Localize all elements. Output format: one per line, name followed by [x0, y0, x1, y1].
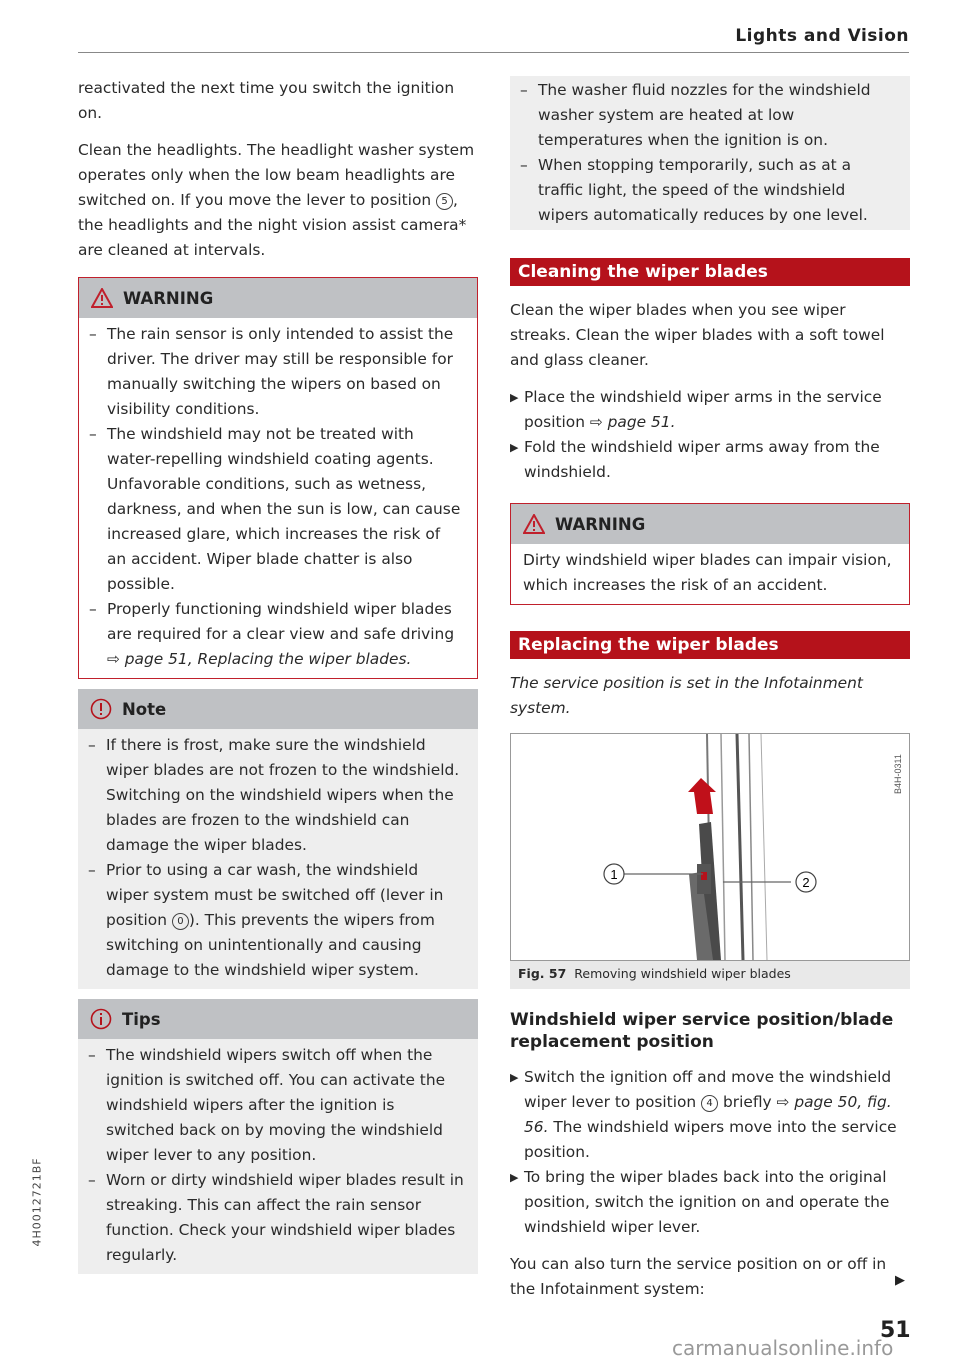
- figure-caption-text: Removing windshield wiper blades: [574, 966, 791, 981]
- warning-title: WARNING: [555, 514, 646, 534]
- list-item: – When stopping temporarily, such as at a traffic light, the speed of the windshield wipers automatically reduces by one level.: [520, 156, 868, 224]
- warning-body: [79, 318, 477, 678]
- tips-item: – Worn or dirty windshield wiper blades result in streaking. This can affect the rain sensor function. Check your windshield wiper blades regularly.: [88, 1171, 464, 1264]
- figure-number: Fig. 57: [518, 966, 567, 981]
- note-body: [78, 729, 478, 989]
- warning-header: [511, 504, 909, 544]
- tips-header: [78, 999, 478, 1039]
- continued-list-box: [510, 76, 910, 230]
- callout-2-label: 2: [802, 875, 810, 890]
- step-item: ▶ Fold the windshield wiper arms away from the windshield.: [510, 438, 880, 481]
- tips-title: Tips: [122, 1009, 161, 1029]
- note-header: [78, 689, 478, 729]
- headlights-text-b: , the headlights and the night vision assist camera* are cleaned at intervals.: [78, 191, 467, 259]
- service-outro: You can also turn the service position on or off in the Infotainment system:: [510, 1255, 887, 1298]
- position-0-marker: 0: [172, 913, 189, 930]
- figure-illustration: [510, 733, 910, 961]
- cleaning-steps: [510, 385, 910, 485]
- warning-body: [511, 544, 909, 604]
- watermark: carmanualsonline.info: [672, 1336, 894, 1360]
- figure-caption: [510, 961, 910, 989]
- page-reference-link[interactable]: ⇨ page 51.: [589, 413, 676, 431]
- right-column: [510, 76, 910, 1314]
- header-divider: [78, 52, 909, 53]
- note-item: – If there is frost, make sure the windshield wiper blades are not frozen to the windshield. Switching on the windshield wipers when the blades are frozen to the windshield can damage the wiper blades.: [88, 736, 460, 854]
- paragraph-headlights: [78, 138, 478, 263]
- warning-item: – Properly functioning windshield wiper blades are required for a clear view and safe driving ⇨ page 51, Replacing the wiper blades.: [89, 600, 455, 668]
- section-heading-cleaning: Cleaning the wiper blades: [510, 258, 910, 286]
- note-exclamation-icon: [90, 698, 112, 720]
- warning-box-dirty-blades: [510, 503, 910, 605]
- tips-item: – The windshield wipers switch off when the ignition is switched off. You can activate the windshield wipers after the ignition is switched back on by moving the windshield wiper lever to any position.: [88, 1046, 446, 1164]
- step-item: ▶ Switch the ignition off and move the windshield wiper lever to position 4 briefly ⇨ page 50, fig. 56. The windshield wipers move into the service position.: [510, 1068, 897, 1161]
- note-item: – Prior to using a car wash, the windshield wiper system must be switched off (lever in position 0 ). This prevents the wipers from switching on unintentionally and causing damage to the windshield wiper system.: [88, 861, 444, 979]
- wiper-illustration: [511, 734, 909, 960]
- left-column: [78, 76, 478, 1284]
- service-steps: [510, 1065, 910, 1240]
- tips-box: [78, 999, 478, 1274]
- warning-header: [79, 278, 477, 318]
- warning-triangle-icon: [523, 514, 545, 534]
- position-5-marker: 5: [436, 193, 453, 210]
- figure-57: [510, 733, 910, 989]
- page-reference-link[interactable]: ⇨ page 50, fig. 56.: [524, 1093, 892, 1136]
- tips-body: [78, 1039, 478, 1274]
- continue-arrow-icon: ▶: [895, 1273, 905, 1288]
- list-item: – The washer fluid nozzles for the windshield washer system are heated at low temperatures when the ignition is on.: [520, 81, 871, 149]
- cleaning-intro: Clean the wiper blades when you see wiper streaks. Clean the wiper blades with a soft towel and glass cleaner.: [510, 301, 885, 369]
- warning-triangle-icon: [91, 288, 113, 308]
- warning-item: – The windshield may not be treated with water-repelling windshield coating agents. Unfavorable conditions, such as wetness, darkness, and when the sun is low, can cause increased glare, which increases the risk of an accident. Wiper blade chatter is also possible.: [89, 425, 461, 593]
- warning-text: Dirty windshield wiper blades can impair vision, which increases the risk of an accident.: [523, 551, 892, 594]
- warning-box-rain-sensor: [78, 277, 478, 679]
- note-title: Note: [122, 699, 167, 719]
- callout-1-label: 1: [610, 867, 618, 882]
- page-number: 51: [880, 1318, 911, 1343]
- page-header-title: Lights and Vision: [735, 26, 909, 46]
- info-icon: [90, 1008, 112, 1030]
- position-4-marker: 4: [701, 1095, 718, 1112]
- warning-item: – The rain sensor is only intended to assist the driver. The driver may still be responsible for manually switching the wipers on based on visibility conditions.: [89, 325, 454, 418]
- page-reference-link[interactable]: ⇨ page 51, Replacing the wiper blades.: [107, 650, 412, 668]
- replacing-intro: The service position is set in the Infotainment system.: [510, 674, 863, 717]
- paragraph-ignition: reactivated the next time you switch the ignition on.: [78, 79, 455, 122]
- section-heading-replacing: Replacing the wiper blades: [510, 631, 910, 659]
- subheading-service-position: Windshield wiper service position/blade replacement position: [510, 1010, 894, 1052]
- step-item: ▶ To bring the wiper blades back into the original position, switch the ignition on and operate the windshield wiper lever.: [510, 1168, 890, 1236]
- document-code: 4H0012721BF: [30, 1157, 44, 1247]
- step-item: ▶ Place the windshield wiper arms in the service position ⇨ page 51.: [510, 388, 882, 431]
- note-box: [78, 689, 478, 989]
- figure-code: B4H-0311: [893, 754, 903, 794]
- warning-title: WARNING: [123, 288, 214, 308]
- headlights-text-a: Clean the headlights. The headlight washer system operates only when the low beam headlights are switched on. If you move the lever to position: [78, 141, 475, 209]
